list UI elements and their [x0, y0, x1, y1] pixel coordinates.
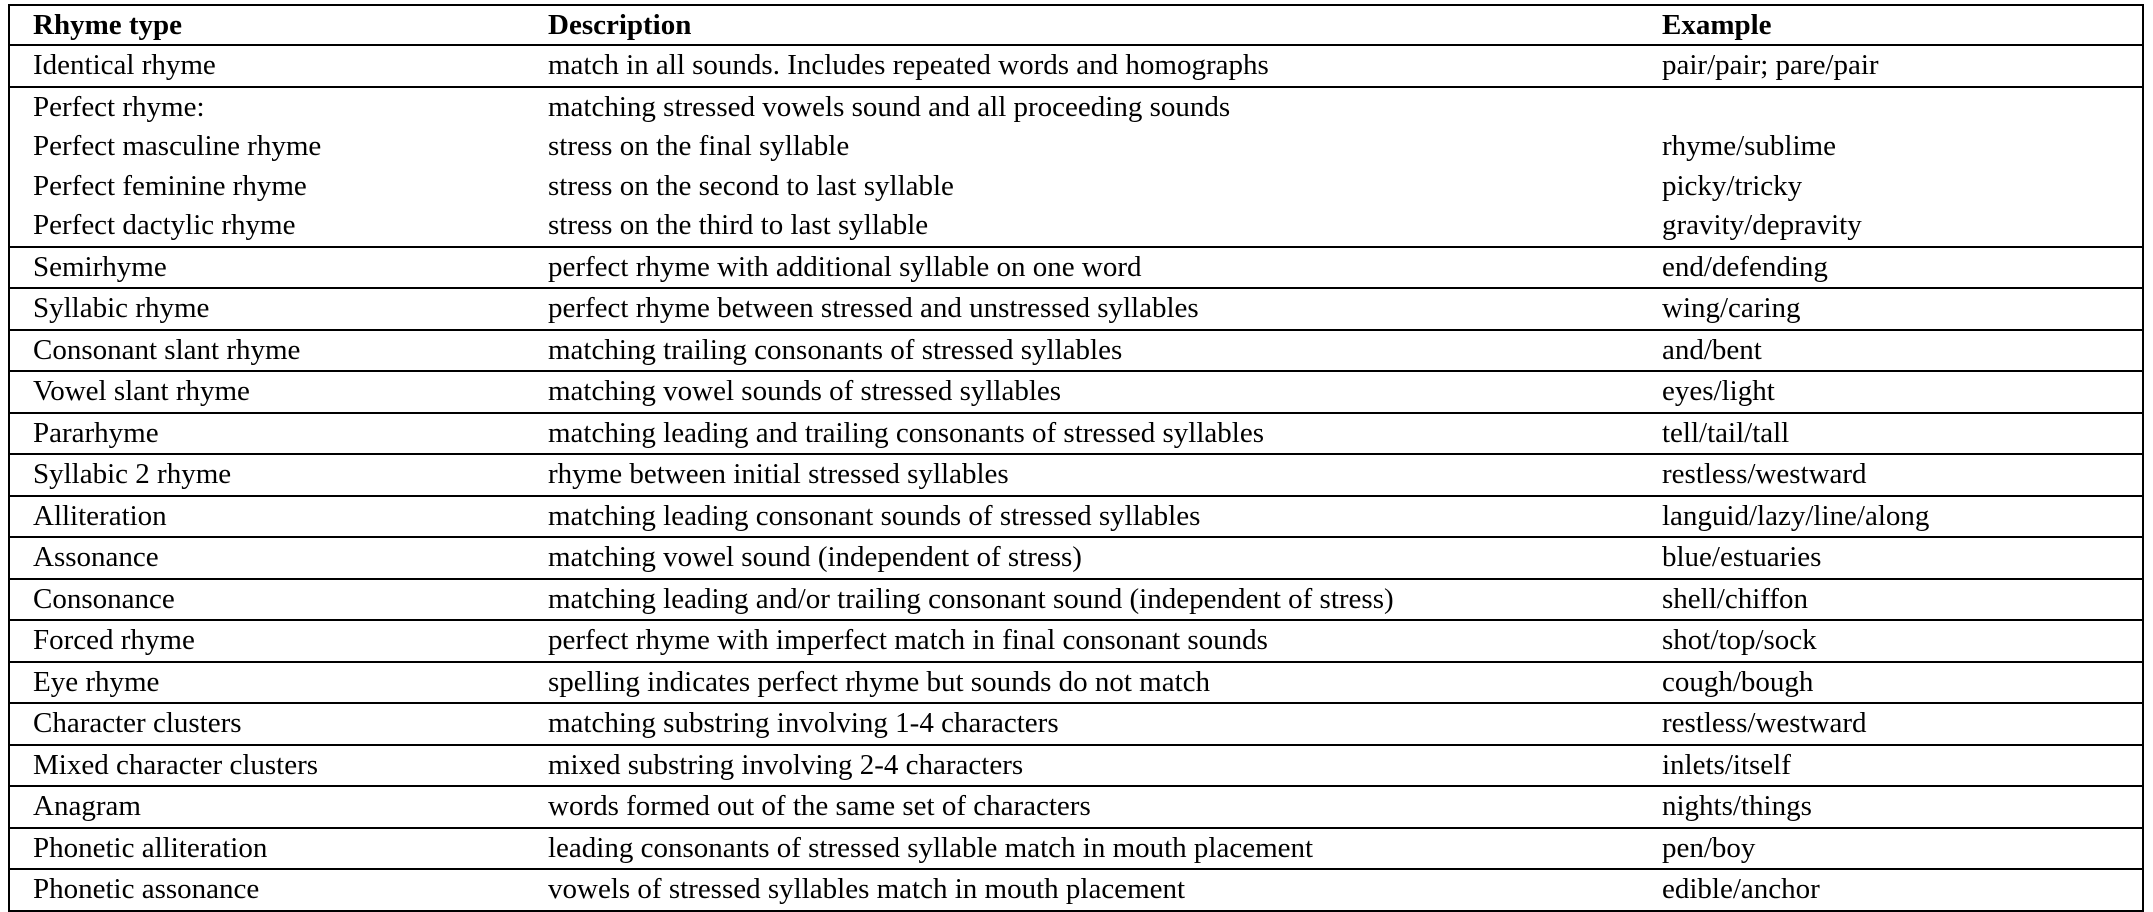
- cell-description: stress on the second to last syllable: [548, 169, 954, 202]
- table-body: [10, 45, 2142, 910]
- cell-example: picky/tricky: [1662, 169, 1803, 202]
- cell-description: matching vowel sounds of stressed syllables: [525, 371, 1639, 413]
- header-row: [10, 6, 2142, 45]
- table-row: [10, 786, 2142, 828]
- rhyme-types-table-frame: [8, 4, 2144, 912]
- cell-rhyme-type: Consonance: [10, 579, 525, 621]
- cell-description: words formed out of the same set of characters: [525, 786, 1639, 828]
- table-row: [10, 371, 2142, 413]
- cell-rhyme-type: Vowel slant rhyme: [10, 371, 525, 413]
- cell-rhyme-type: Anagram: [10, 786, 525, 828]
- cell-rhyme-type: Forced rhyme: [10, 620, 525, 662]
- table-row: [10, 745, 2142, 787]
- rhyme-types-table: [10, 6, 2142, 910]
- cell-rhyme-type: Mixed character clusters: [10, 745, 525, 787]
- cell-description: stress on the third to last syllable: [525, 206, 1639, 247]
- cell-example: rhyme/sublime: [1662, 130, 1836, 162]
- cell-example: inlets/itself: [1639, 745, 2142, 787]
- table-row: [10, 288, 2142, 330]
- table-row: [10, 87, 2142, 128]
- cell-example: languid/lazy/line/along: [1639, 496, 2142, 538]
- cell-example: restless/westward: [1639, 454, 2142, 496]
- cell-rhyme-type: Phonetic assonance: [33, 873, 260, 905]
- cell-rhyme-type: Perfect rhyme:: [33, 90, 205, 123]
- table-row: [10, 496, 2142, 538]
- cell-description: stress on the final syllable: [548, 130, 850, 162]
- cell-example: blue/estuaries: [1639, 537, 2142, 579]
- cell-example: nights/things: [1639, 786, 2142, 828]
- cell-description: matching substring involving 1-4 characters: [525, 703, 1639, 745]
- table-row: [10, 454, 2142, 496]
- cell-example: and/bent: [1639, 330, 2142, 372]
- cell-description: matching leading consonant sounds of stressed syllables: [525, 496, 1639, 538]
- cell-rhyme-type: Pararhyme: [10, 413, 525, 455]
- table-row: [10, 869, 2142, 910]
- cell-example: shell/chiffon: [1639, 579, 2142, 621]
- cell-description: matching trailing consonants of stressed syllables: [525, 330, 1639, 372]
- table-row: [10, 579, 2142, 621]
- table-row: [10, 413, 2142, 455]
- cell-description: matching vowel sound (independent of stress): [525, 537, 1639, 579]
- cell-description: leading consonants of stressed syllable match in mouth placement: [525, 828, 1639, 870]
- cell-example: shot/top/sock: [1639, 620, 2142, 662]
- cell-description: mixed substring involving 2-4 characters: [525, 745, 1639, 787]
- cell-example: pair/pair; pare/pair: [1639, 45, 2142, 87]
- table-row: [10, 330, 2142, 372]
- cell-rhyme-type: Identical rhyme: [10, 45, 525, 87]
- cell-example: [1639, 87, 2142, 128]
- cell-example: cough/bough: [1639, 662, 2142, 704]
- cell-rhyme-type: Semirhyme: [10, 247, 525, 289]
- table-row: [10, 620, 2142, 662]
- cell-example: edible/anchor: [1662, 873, 1820, 905]
- cell-rhyme-type: Perfect dactylic rhyme: [10, 206, 525, 247]
- table-header: [10, 6, 2142, 45]
- cell-description: matching leading and/or trailing consonant sound (independent of stress): [525, 579, 1639, 621]
- cell-rhyme-type: Syllabic rhyme: [10, 288, 525, 330]
- cell-example: pen/boy: [1639, 828, 2142, 870]
- cell-description: spelling indicates perfect rhyme but sounds do not match: [525, 662, 1639, 704]
- cell-rhyme-type: Consonant slant rhyme: [10, 330, 525, 372]
- cell-example: eyes/light: [1639, 371, 2142, 413]
- cell-description: perfect rhyme with additional syllable on one word: [525, 247, 1639, 289]
- cell-rhyme-type: Phonetic alliteration: [10, 828, 525, 870]
- cell-example: gravity/depravity: [1639, 206, 2142, 247]
- cell-rhyme-type: Syllabic 2 rhyme: [10, 454, 525, 496]
- cell-description: match in all sounds. Includes repeated words and homographs: [525, 45, 1639, 87]
- table-row: [10, 206, 2142, 247]
- table-row: [10, 247, 2142, 289]
- cell-description: matching leading and trailing consonants of stressed syllables: [525, 413, 1639, 455]
- table-row: [10, 127, 2142, 167]
- table-row: [10, 537, 2142, 579]
- cell-description: perfect rhyme between stressed and unstressed syllables: [525, 288, 1639, 330]
- header-description: Description: [525, 6, 1639, 45]
- cell-example: wing/caring: [1639, 288, 2142, 330]
- cell-example: restless/westward: [1639, 703, 2142, 745]
- table-row: [10, 662, 2142, 704]
- table-row: [10, 703, 2142, 745]
- cell-example: tell/tail/tall: [1639, 413, 2142, 455]
- cell-rhyme-type: Eye rhyme: [10, 662, 525, 704]
- table-row: [10, 167, 2142, 207]
- table-row: [10, 828, 2142, 870]
- cell-rhyme-type: Alliteration: [10, 496, 525, 538]
- header-example: Example: [1639, 6, 2142, 45]
- header-rhyme-type: Rhyme type: [10, 6, 525, 45]
- cell-description: perfect rhyme with imperfect match in final consonant sounds: [525, 620, 1639, 662]
- cell-description: matching stressed vowels sound and all proceeding sounds: [548, 90, 1231, 123]
- table-row: [10, 45, 2142, 87]
- cell-example: end/defending: [1639, 247, 2142, 289]
- cell-rhyme-type: Perfect feminine rhyme: [33, 169, 307, 202]
- cell-rhyme-type: Character clusters: [10, 703, 525, 745]
- cell-rhyme-type: Assonance: [10, 537, 525, 579]
- cell-rhyme-type: Perfect masculine rhyme: [33, 130, 322, 162]
- cell-description: vowels of stressed syllables match in mouth placement: [548, 873, 1186, 905]
- cell-description: rhyme between initial stressed syllables: [525, 454, 1639, 496]
